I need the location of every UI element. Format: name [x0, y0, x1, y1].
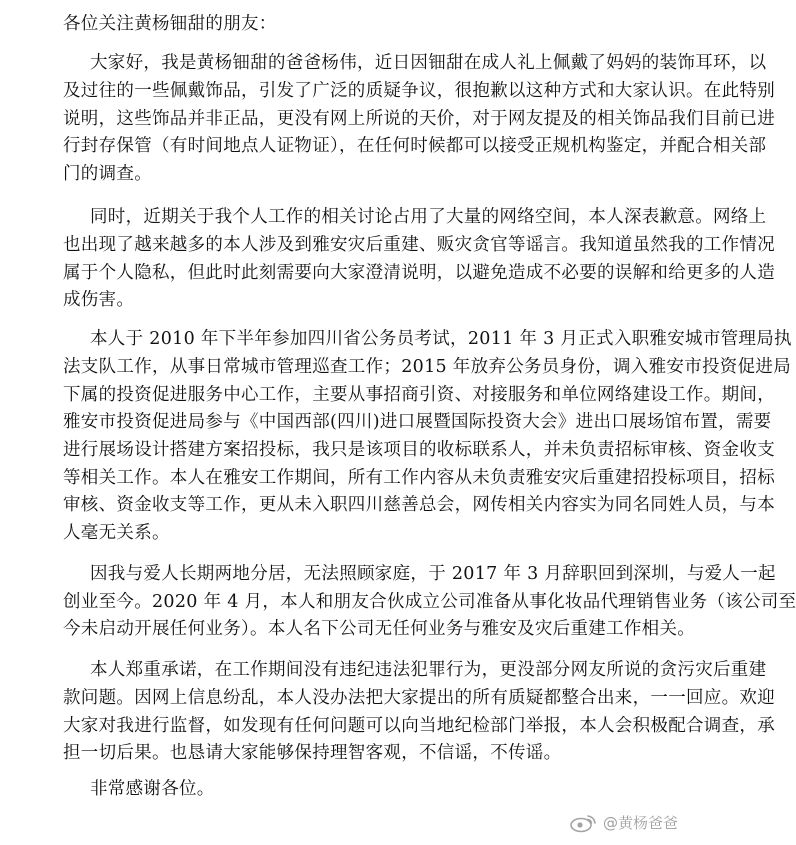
paragraph-5-line-1: 本人郑重承诺，在工作期间没有违纪违法犯罪行为，更没部分网友所说的贪污灾后重建 — [90, 660, 767, 680]
paragraph-3-line-7: 审核、资金收支等工作，更从未入职四川慈善总会，网传相关内容实为同名同姓人员，与本 — [63, 495, 775, 515]
paragraph-3-line-2: 法支队工作，从事日常城市管理巡查工作；2015 年放弃公务员身份，调入雅安市投资促进局 — [63, 357, 791, 377]
weibo-logo-icon — [569, 813, 597, 833]
paragraph-1-line-3: 说明，这些饰品并非正品，更没有网上所说的天价，对于网友提及的相关饰品我们目前已进 — [63, 109, 775, 129]
paragraph-5-line-2: 款问题。因网上信息纷乱，本人没办法把大家提出的所有质疑都整合出来，一一回应。欢迎 — [63, 688, 775, 708]
paragraph-2-line-1: 同时，近期关于我个人工作的相关讨论占用了大量的网络空间，本人深表歉意。网络上 — [90, 207, 767, 227]
paragraph-2-line-2: 也出现了越来越多的本人涉及到雅安灾后重建、贩灾贪官等谣言。我知道虽然我的工作情况 — [63, 235, 775, 255]
paragraph-3-line-5: 进行展场设计搭建方案招投标，我只是该项目的收标联系人，并未负责招标审核、资金收支 — [63, 440, 775, 460]
paragraph-5-line-3: 大家对我进行监督，如发现有任何问题可以向当地纪检部门举报，本人会积极配合调查，承 — [63, 716, 775, 736]
paragraph-5-line-4: 担一切后果。也恳请大家能够保持理智客观，不信谣，不传谣。 — [63, 743, 562, 763]
paragraph-1-line-2: 及过往的一些佩戴饰品，引发了广泛的质疑争议，很抱歉以这种方式和大家认识。在此特别 — [63, 81, 775, 101]
paragraph-1-line-4: 行封存保管（有时间地点人证物证），在任何时候都可以接受正规机构鉴定，并配合相关部 — [63, 136, 767, 156]
watermark-text: @黄杨爸爸 — [602, 814, 678, 832]
weibo-watermark — [569, 812, 678, 833]
paragraph-2-line-3: 属于个人隐私，但此时此刻需要向大家澄清说明，以避免造成不必要的误解和给更多的人造 — [63, 263, 775, 283]
paragraph-2-line-4: 成伤害。 — [63, 290, 135, 310]
salutation: 各位关注黄杨钿甜的朋友： — [63, 14, 277, 34]
paragraph-4-line-1: 因我与爱人长期两地分居，无法照顾家庭，于 2017 年 3 月辞职回到深圳，与爱人一起 — [90, 564, 776, 584]
paragraph-3-line-3: 下属的投资促进服务中心工作，主要从事招商引资、对接服务和单位网络建设工作。期间， — [63, 385, 775, 405]
paragraph-3-line-6: 等相关工作。本人在雅安工作期间，所有工作内容从未负责雅安灾后重建招投标项目，招标 — [63, 468, 775, 488]
paragraph-1-line-1: 大家好，我是黄杨钿甜的爸爸杨伟，近日因钿甜在成人礼上佩戴了妈妈的装饰耳环，以 — [90, 53, 767, 73]
paragraph-1-line-5: 门的调查。 — [63, 164, 152, 184]
paragraph-3-line-8: 人毫无关系。 — [63, 523, 170, 543]
paragraph-4-line-3: 今未启动开展任何业务）。本人名下公司无任何业务与雅安及灾后重建工作相关。 — [63, 619, 696, 639]
closing-line: 非常感谢各位。 — [90, 779, 215, 799]
paragraph-3-line-4: 雅安市投资促进局参与《中国西部(四川)进口展暨国际投资大会》进出口展场馆布置，需要 — [63, 412, 772, 432]
paragraph-4-line-2: 创业至今。2020 年 4 月，本人和朋友合伙成立公司准备从事化妆品代理销售业务（该公司至 — [63, 592, 796, 612]
paragraph-3-line-1: 本人于 2010 年下半年参加四川省公务员考试，2011 年 3 月正式入职雅安城市管理局执 — [90, 329, 792, 349]
